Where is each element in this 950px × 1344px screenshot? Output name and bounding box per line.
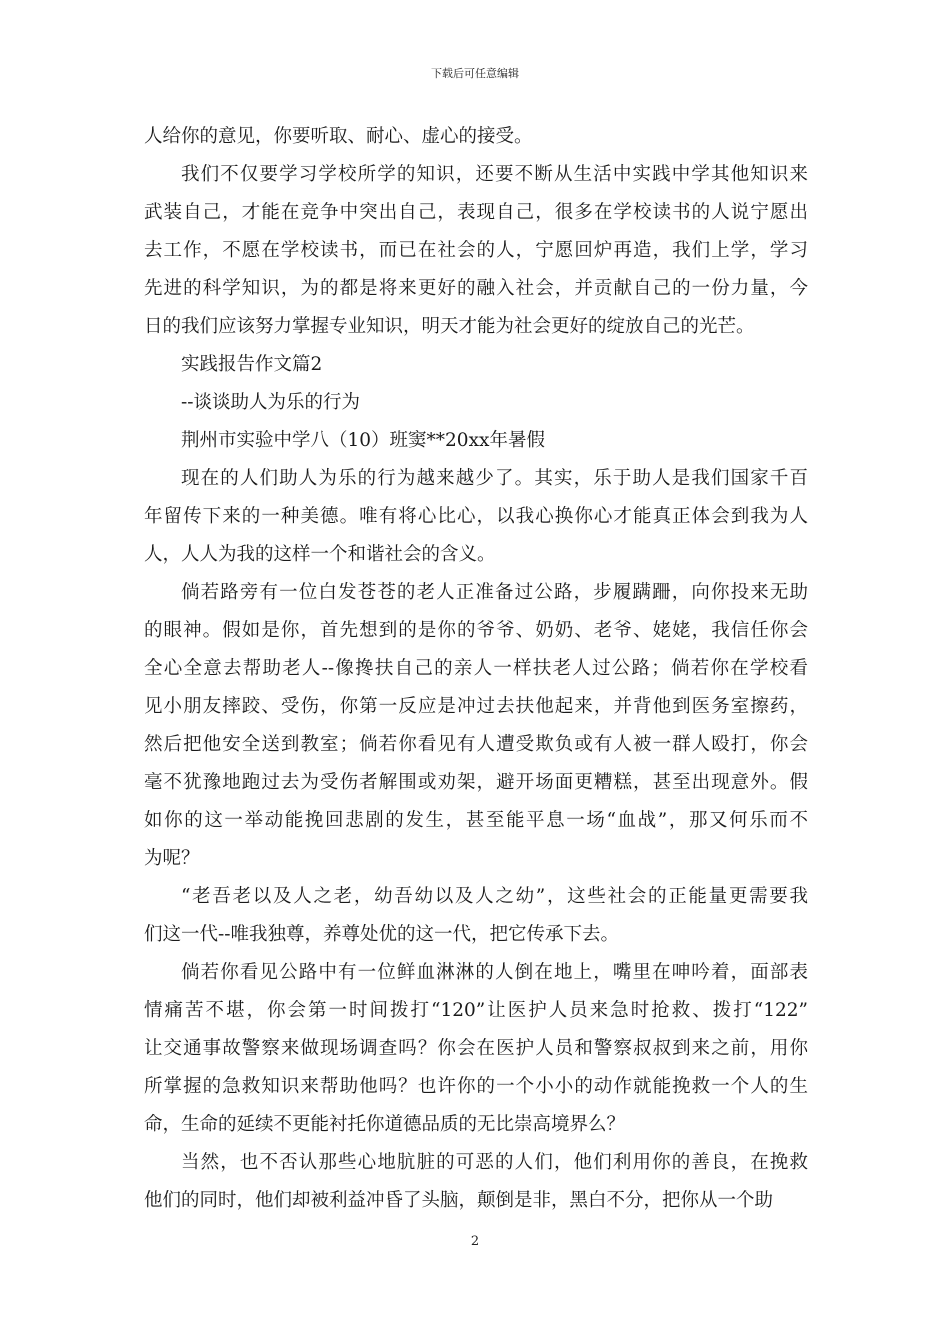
paragraph-line: 年留传下来的一种美德。唯有将心比心，以我心换你心才能真正体会到我为人 <box>144 506 808 527</box>
paragraph-line: 他们的同时，他们却被利益冲昏了头脑，颠倒是非，黑白不分，把你从一个助 <box>144 1190 774 1211</box>
paragraph-line: 当然，也不否认那些心地肮脏的可恶的人们，他们利用你的善良，在挽救 <box>181 1152 808 1173</box>
paragraph-line: 让交通事故警察来做现场调查吗？你会在医护人员和警察叔叔到来之前，用你 <box>144 1038 808 1059</box>
paragraph-line: 们这一代--唯我独尊，养尊处优的这一代，把它传承下去。 <box>144 924 620 945</box>
paragraph-line: 我们不仅要学习学校所学的知识，还要不断从生活中实践中学其他知识来 <box>181 164 808 185</box>
page-number: 2 <box>470 1234 480 1249</box>
paragraph-line: 实践报告作文篇2 <box>181 354 323 375</box>
paragraph-line: 倘若你看见公路中有一位鲜血淋淋的人倒在地上，嘴里在呻吟着，面部表 <box>181 962 808 983</box>
paragraph-line: 全心全意去帮助老人--像搀扶自己的亲人一样扶老人过公路；倘若你在学校看 <box>144 658 808 679</box>
paragraph-line: 荆州市实验中学八（10）班窦**20xx年暑假 <box>181 430 545 451</box>
paragraph-line: 人给你的意见，你要听取、耐心、虚心的接受。 <box>144 126 533 147</box>
paragraph-line: 见小朋友摔跤、受伤，你第一反应是冲过去扶他起来，并背他到医务室擦药， <box>144 696 808 717</box>
paragraph-line: 人，人人为我的这样一个和谐社会的含义。 <box>144 544 496 565</box>
paragraph-line: 倘若路旁有一位白发苍苍的老人正准备过公路，步履蹒跚，向你投来无助 <box>181 582 808 603</box>
paragraph-line: --谈谈助人为乐的行为 <box>181 392 361 413</box>
paragraph-line: 所掌握的急救知识来帮助他吗？也许你的一个小小的动作就能挽救一个人的生 <box>144 1076 808 1097</box>
page-header: 下载后可任意编辑 <box>431 67 519 80</box>
paragraph-line: 日的我们应该努力掌握专业知识，明天才能为社会更好的绽放自己的光芒。 <box>144 316 755 337</box>
paragraph-line: “老吾老以及人之老，幼吾幼以及人之幼”，这些社会的正能量更需要我 <box>181 886 808 907</box>
paragraph-line: 如你的这一举动能挽回悲剧的发生，甚至能平息一场“血战”，那又何乐而不 <box>144 810 808 831</box>
paragraph-line: 现在的人们助人为乐的行为越来越少了。其实，乐于助人是我们国家千百 <box>181 468 808 489</box>
document-body <box>144 118 808 1220</box>
paragraph-line: 为呢？ <box>144 848 200 869</box>
paragraph-line: 武装自己，才能在竞争中突出自己，表现自己，很多在学校读书的人说宁愿出 <box>144 202 808 223</box>
paragraph-line: 的眼神。假如是你，首先想到的是你的爷爷、奶奶、老爷、姥姥，我信任你会 <box>144 620 808 641</box>
paragraph-line: 去工作，不愿在学校读书，而已在社会的人，宁愿回炉再造，我们上学，学习 <box>144 240 808 261</box>
paragraph-line: 先进的科学知识，为的都是将来更好的融入社会，并贡献自己的一份力量，今 <box>144 278 808 299</box>
paragraph-line: 命，生命的延续不更能衬托你道德品质的无比崇高境界么？ <box>144 1114 626 1135</box>
paragraph-line: 然后把他安全送到教室；倘若你看见有人遭受欺负或有人被一群人殴打，你会 <box>144 734 808 755</box>
paragraph-line: 毫不犹豫地跑过去为受伤者解围或劝架，避开场面更糟糕，甚至出现意外。假 <box>144 772 808 793</box>
paragraph-line: 情痛苦不堪，你会第一时间拨打“120”让医护人员来急时抢救、拨打“122” <box>144 1000 808 1021</box>
